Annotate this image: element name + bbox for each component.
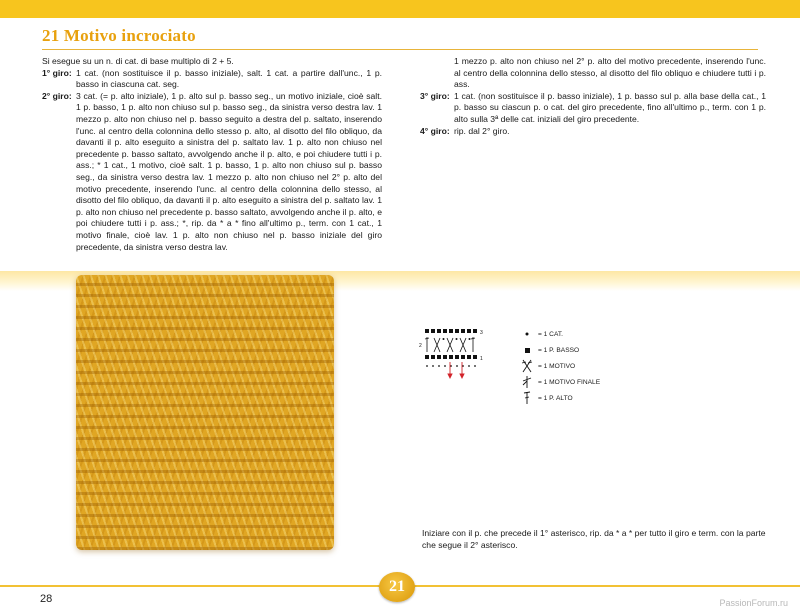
legend-label: = 1 P. BASSO bbox=[538, 346, 580, 354]
motif-icon bbox=[520, 359, 534, 373]
round-text: 1 cat. (non sostituisce il p. basso iniziale), salt. 1 cat. a partire dall'unc., 1 p. basso in ciascuna cat. seg. bbox=[76, 67, 382, 90]
pattern-number-badge: 21 bbox=[379, 572, 415, 602]
repeat-note: Iniziare con il p. che precede il 1° asterisco, rip. da * a * per tutto il giro e term. con la parte che segue il 2° asterisco. bbox=[422, 528, 766, 550]
round-label: 1° giro: bbox=[42, 67, 72, 78]
round-label: 4° giro: bbox=[420, 125, 450, 136]
round-4 bbox=[420, 126, 766, 138]
foundation-chains bbox=[426, 365, 476, 367]
title-divider bbox=[42, 49, 758, 50]
square-icon bbox=[520, 343, 534, 357]
final-motif-icon bbox=[520, 375, 534, 389]
round-2-continuation bbox=[420, 56, 766, 91]
instructions-right-column bbox=[420, 56, 766, 137]
legend-item bbox=[520, 342, 660, 358]
legend-label: = 1 CAT. bbox=[538, 330, 563, 338]
round-label: 3° giro: bbox=[420, 90, 450, 101]
legend-item bbox=[520, 358, 660, 374]
row-label: 2 bbox=[419, 343, 422, 349]
stitch-chart bbox=[418, 326, 498, 386]
legend-label: = 1 P. ALTO bbox=[538, 394, 573, 402]
round-label: 2° giro: bbox=[42, 90, 72, 101]
page-number: 28 bbox=[40, 593, 53, 605]
legend-label: = 1 MOTIVO FINALE bbox=[538, 378, 601, 386]
row-3-basso bbox=[425, 329, 477, 333]
crochet-swatch-photo bbox=[76, 275, 334, 550]
legend-item bbox=[520, 390, 660, 406]
legend-item bbox=[520, 326, 660, 342]
repeat-arrows bbox=[448, 362, 464, 378]
treble-icon bbox=[520, 391, 534, 405]
round-text: rip. dal 2° giro. bbox=[454, 125, 510, 136]
round-3 bbox=[420, 91, 766, 126]
row-label: 1 bbox=[480, 356, 483, 362]
round-text: 3 cat. (= p. alto iniziale), 1 p. alto sul p. basso seg., un motivo iniziale, cioè salt. 1 p. basso, 1 p. alto non chiuso sul p. basso seg., da sinistra verso destra lav. 1 mezzo p. alto non chiuso nel p. basso seguito a destra del p. saltato, inserendo l'unc. al centro della colonnina dello stesso p. alto, al disotto del filo obliquo, da davanti il p. alto eseguito a sinistra del p. saltato lav. 1 p. alto non chiuso nel precedente p. basso saltato, avvolgendo anche il p. alto, e poi chiudere tutti i p. ass.; * 1 cat., 1 motivo, cioè salt. 1 p. basso, 1 p. alto non chiuso sul p. basso seg., da sinistra verso destra lav. 1 mezzo p. alto non chiuso nel 2° p. alto del motivo precedente, inserendo l'unc. al centro della colonnina dello stesso, al disotto del filo obliquo, da davanti il p. alto eseguito a sinistra del p. saltato lav. 1 p. alto non chiuso nel precedente p. basso saltato, avvolgendo anche il p. alto, e poi chiudere tutti i p. ass.; *, rip. da * a * fino all'ultimo p., term. con 1 cat., 1 motivo finale, cioè lav. 1 p. alto non chiuso nel p. basso iniziale del giro precedente, da sinistra verso destra lav. bbox=[76, 90, 382, 252]
watermark: PassionForum.ru bbox=[719, 598, 788, 608]
round-2 bbox=[42, 91, 382, 253]
legend-label: = 1 MOTIVO bbox=[538, 362, 576, 370]
chain-dot-icon bbox=[520, 327, 534, 341]
round-text: 1 cat. (non sostituisce il p. basso iniziale), 1 p. basso sul p. alla base della cat., 1 p. basso su ciascun p. o cat. del giro precedente, fino all'ultimo p., term. con 1 p. alto sulla 3ª delle cat. iniziali del giro precedente. bbox=[454, 90, 766, 124]
continuation-text: 1 mezzo p. alto non chiuso nel 2° p. alto del motivo precedente, inserendo l'unc. al centro della colonnina dello stesso, al disotto del filo obliquo e chiudere tutti i p. ass. bbox=[454, 56, 766, 90]
round-1 bbox=[42, 68, 382, 91]
row-2-motifs bbox=[425, 337, 475, 352]
row-1-basso bbox=[425, 355, 477, 359]
stitch-legend bbox=[520, 326, 660, 406]
row-label: 3 bbox=[480, 330, 483, 336]
instructions-left-column bbox=[42, 56, 382, 253]
page-title: 21 Motivo incrociato bbox=[42, 26, 196, 45]
top-color-bar bbox=[0, 0, 800, 18]
intro-text: Si esegue su un n. di cat. di base multiplo di 2 + 5. bbox=[42, 56, 234, 66]
legend-item bbox=[520, 374, 660, 390]
